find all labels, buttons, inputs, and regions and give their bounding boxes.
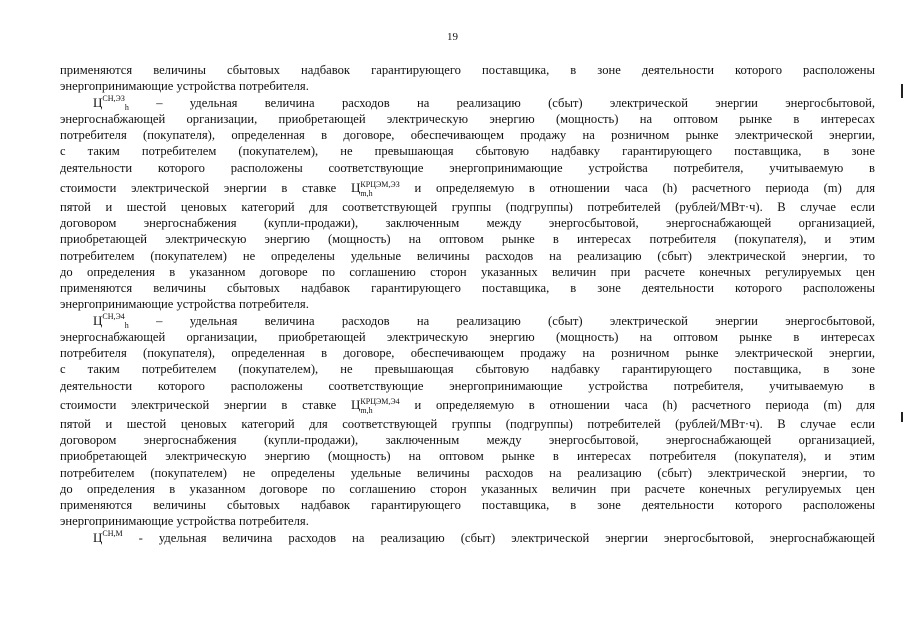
- text-line: приобретающей электрическую энергию (мощность) на оптовом рынке в интересах потребителя (покупателя), и этим: [60, 232, 875, 247]
- definition-line: $Ц^{СН,М}$ - удельная величина расходов на реализацию (сбыт) электрической энергии энергосбытовой, энергоснабжающей: [93, 528, 875, 545]
- formula-line: стоимости электрической энергии в ставке Ц КРЦЭМ,ЭЗ m,h и определяемую в отношении часа (h) расчетного периода (m) для: [60, 179, 876, 198]
- text-line: энергопринимающие устройства потребителя.: [60, 297, 309, 312]
- text-line: с таким потребителем (покупателем), не превышающая сбытовую надбавку гарантирующего поставщика, в зоне: [60, 362, 875, 377]
- symbol-ts-sn-m: $Ц^{СН,М}$: [93, 528, 123, 545]
- scan-edge-mark: [901, 84, 903, 98]
- text-line: деятельности которого расположены соответствующие энергопринимающие устройства потребителя, учитываемую в: [60, 378, 875, 393]
- text-line: применяются величины сбытовых надбавок гарантирующего поставщика, в зоне деятельности которого расположены: [60, 281, 875, 295]
- scan-edge-mark: [901, 412, 903, 422]
- text-line: энергопринимающие устройства потребителя.: [60, 79, 309, 94]
- text-line: применяются величины сбытовых надбавок гарантирующего поставщика, в зоне деятельности которого расположены: [60, 498, 875, 512]
- symbol-ts-sn-e3: $Ц^{СН,ЭЗ}_h$: [93, 93, 129, 112]
- symbol-ts-sn-e4: $Ц^{СН,Э4}_h$: [93, 311, 129, 330]
- text-line: потребителем (покупателем) не определены удельные величины расходов на реализацию (сбыт) электрической энергии, то: [60, 248, 875, 263]
- text-line: деятельности которого расположены соответствующие энергопринимающие устройства потребителя, учитываемую в: [60, 160, 875, 175]
- text-line: потребителя (покупателя), определенная в договоре, обеспечивающем продажу на розничном рынке электрической энергии,: [60, 128, 875, 142]
- text-line: договором энергоснабжения (купли-продажи), заключенным между энергосбытовой, энергоснабжающей организацией,: [60, 216, 875, 230]
- text-line: пятой и шестой ценовых категорий для соответствующей группы (подгруппы) потребителей (рублей/МВт·ч). В случае если: [60, 199, 875, 214]
- text-line: энергоснабжающей организации, приобретающей электрическую энергию (мощность) на оптовом рынке в интересах: [60, 329, 875, 344]
- symbol-ts-krcem-e4: Ц КРЦЭМ,Э4 m,h: [351, 396, 400, 415]
- document-body: [60, 62, 875, 546]
- symbol-ts-krcem-e3: Ц КРЦЭМ,ЭЗ m,h: [351, 179, 400, 198]
- definition-line: $Ц^{СН,ЭЗ}_h$ – удельная величина расходов на реализацию (сбыт) электрической энергии энергосбытовой,: [93, 93, 876, 112]
- text-line: энергоснабжающей организации, приобретающей электрическую энергию (мощность) на оптовом рынке в интересах: [60, 111, 875, 126]
- text-line: энергопринимающие устройства потребителя.: [60, 514, 309, 529]
- text-line: договором энергоснабжения (купли-продажи), заключенным между энергосбытовой, энергоснабжающей организацией,: [60, 433, 875, 447]
- text-line: потребителя (покупателя), определенная в договоре, обеспечивающем продажу на розничном рынке электрической энергии,: [60, 346, 875, 360]
- text-line: до определения в указанном договоре по соглашению сторон указанных величин при расчете конечных регулируемых цен: [60, 264, 875, 279]
- page-number: 19: [447, 31, 458, 43]
- text-line: приобретающей электрическую энергию (мощность) на оптовом рынке в интересах потребителя (покупателя), и этим: [60, 449, 875, 464]
- text-line: до определения в указанном договоре по соглашению сторон указанных величин при расчете конечных регулируемых цен: [60, 481, 875, 496]
- definition-line: $Ц^{СН,Э4}_h$ – удельная величина расходов на реализацию (сбыт) электрической энергии энергосбытовой,: [93, 311, 875, 330]
- formula-line: стоимости электрической энергии в ставке Ц КРЦЭМ,Э4 m,h и определяемую в отношении часа (h) расчетного периода (m) для: [60, 396, 875, 415]
- text-line: применяются величины сбытовых надбавок гарантирующего поставщика, в зоне деятельности которого расположены: [60, 63, 875, 77]
- text-line: потребителем (покупателем) не определены удельные величины расходов на реализацию (сбыт) электрической энергии, то: [60, 465, 875, 480]
- text-line: пятой и шестой ценовых категорий для соответствующей группы (подгруппы) потребителей (рублей/МВт·ч). В случае если: [60, 416, 875, 431]
- text-line: с таким потребителем (покупателем), не превышающая сбытовую надбавку гарантирующего поставщика, в зоне: [60, 144, 875, 159]
